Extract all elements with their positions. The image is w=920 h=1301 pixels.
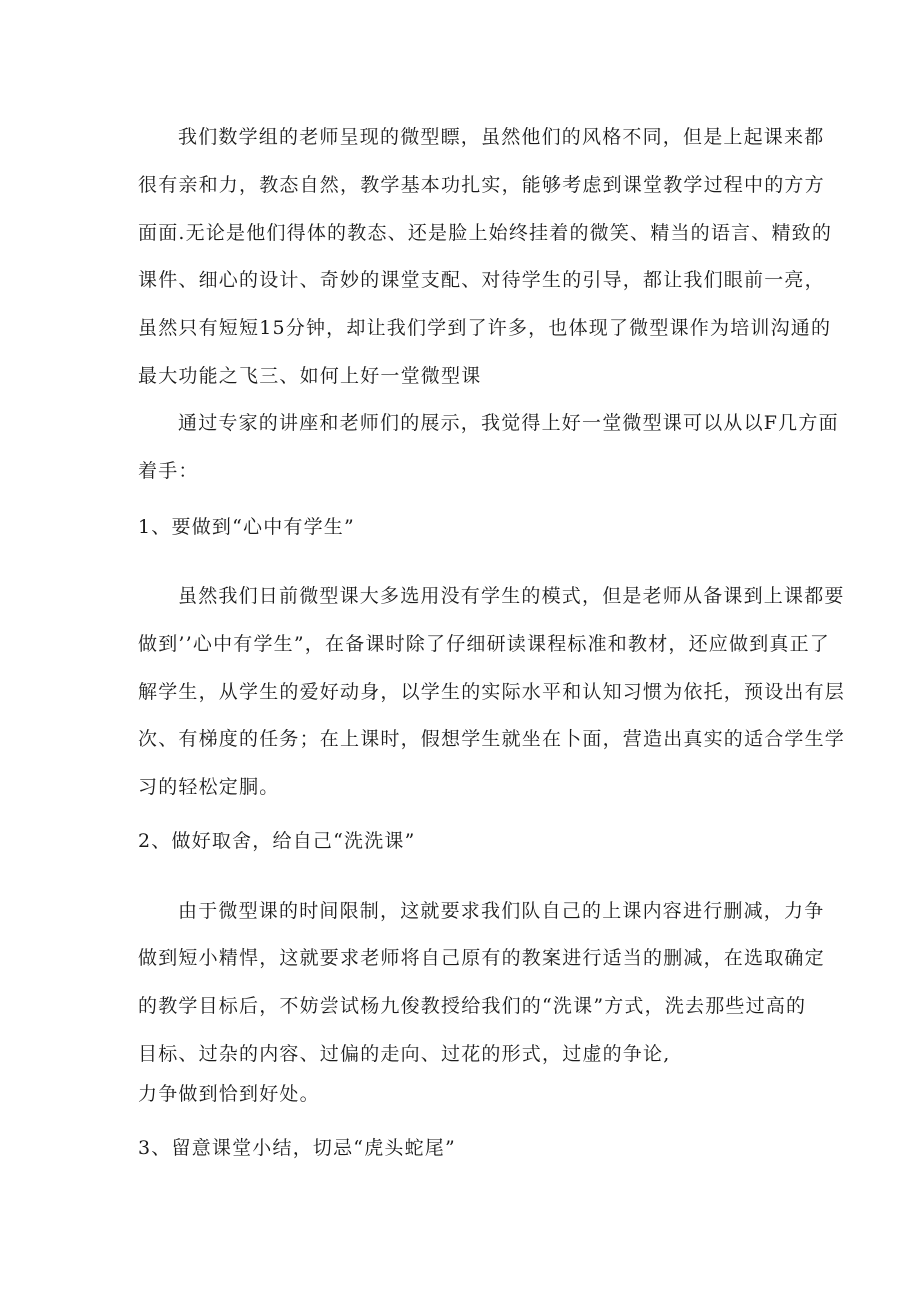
text-line: 解学生，从学生的爱好动身，以学生的实际水平和认知习惯为依托，预设出有层 — [138, 681, 846, 703]
section-heading: 1、要做到“心中有学生” — [138, 516, 355, 538]
text-line: 由于微型课的时间限制，这就要求我们队自己的上课内容进行删减，力争 — [178, 900, 825, 922]
text-line: 最大功能之飞三、如何上好一堂微型课 — [138, 365, 482, 387]
text-line: 我们数学组的老师呈现的微型瞟，虽然他们的风格不同，但是上起课来都 — [178, 126, 825, 148]
text-line: 面面.无论是他们得体的教态、还是脸上始终挂着的微笑、精当的语言、精致的 — [138, 222, 833, 244]
text-line: 虽然我们日前微型课大多选用没有学生的模式，但是老师从备课到上课都要 — [178, 585, 845, 607]
text-line: 习的轻松定胴。 — [138, 776, 280, 798]
text-line: 次、有梯度的任务；在上课时，假想学生就坐在卜面，营造出真实的适合学生学 — [138, 728, 846, 750]
text-line: 虽然只有短短15分钟，却让我们学到了许多，也体现了微型课作为培训沟通的 — [138, 317, 832, 339]
text-line: 的教学目标后，不妨尝试杨九俊教授给我们的“洗课”方式，洗去那些过高的 — [138, 995, 807, 1017]
section-heading: 3、留意课堂小结，切忌“虎头蛇尾” — [138, 1137, 456, 1159]
text-line: 做到短小精悍，这就要求老师将自己原有的教案进行适当的删减，在选取确定 — [138, 947, 825, 969]
text-line: 很有亲和力，教态自然，教学基本功扎实，能够考虑到课堂教学过程中的方方 — [138, 174, 825, 196]
text-line: 课件、细心的设计、奇妙的课堂支配、对待学生的引导，都让我们眼前一亮， — [138, 269, 825, 291]
text-line: 力争做到恰到好处。 — [138, 1083, 320, 1105]
text-line: 做到’’心中有学生”，在备课时除了仔细研读课程标准和教材，还应做到真正了 — [138, 633, 830, 655]
text-line: 着手： — [138, 460, 199, 482]
section-heading: 2、做好取舍，给自己“洗洗课” — [138, 830, 416, 852]
text-line: 目标、过杂的内容、过偏的走向、过花的形式，过虚的争论, — [138, 1043, 671, 1065]
text-line: 通过专家的讲座和老师们的展示，我觉得上好一堂微型课可以从以F几方面 — [178, 412, 839, 434]
